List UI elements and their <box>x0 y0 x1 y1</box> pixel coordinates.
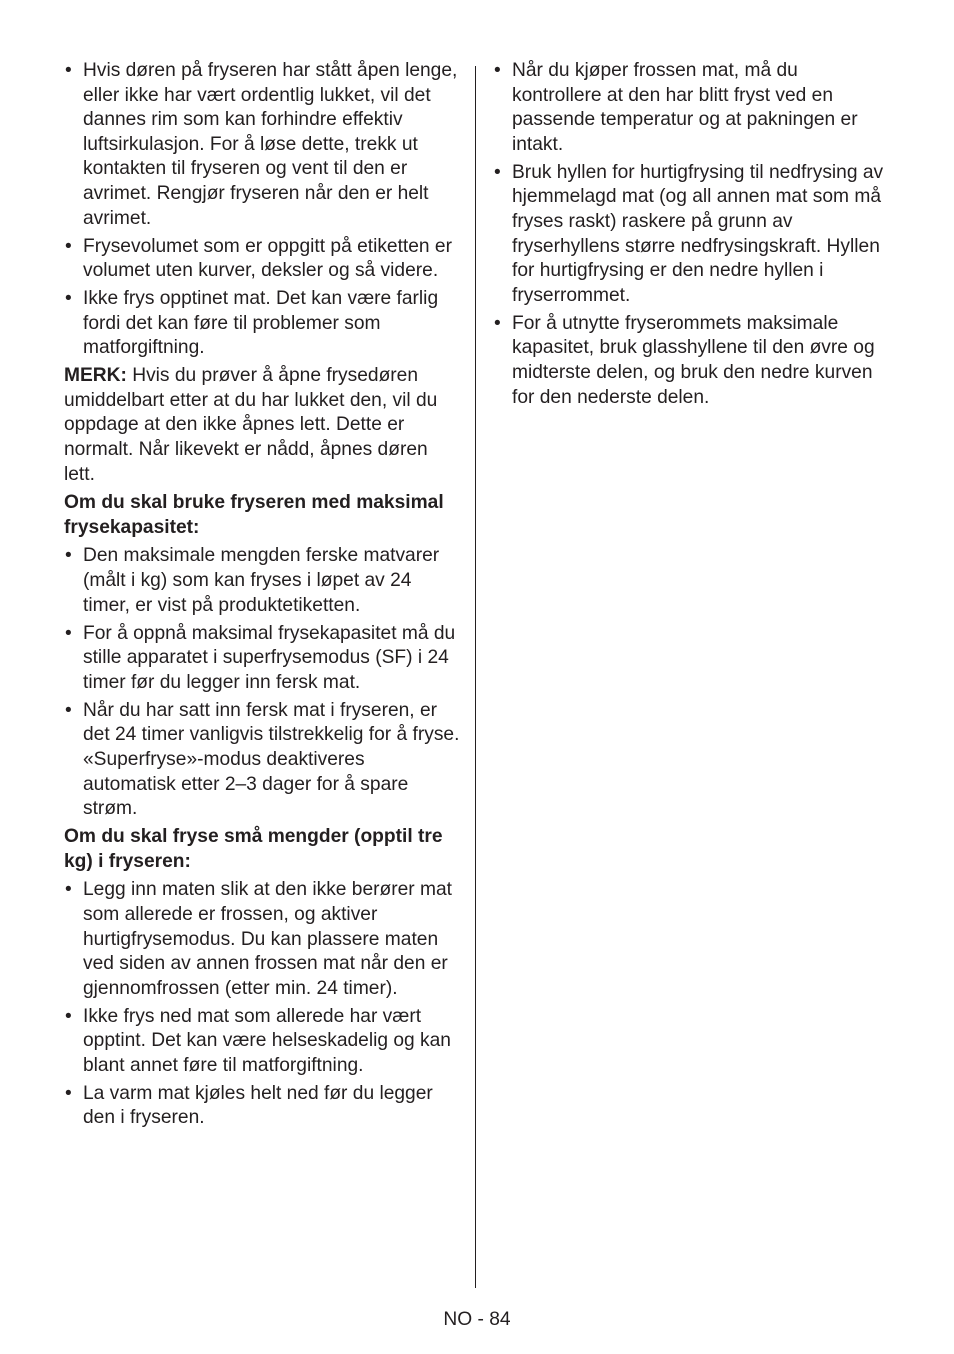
list-item: • For å utnytte fryserommets maksimale kapasitet, bruk glasshyllene til den øvre og midterste delen, og bruk den nedre kurven for den nederste delen. <box>493 312 889 410</box>
list-item: • Når du kjøper frossen mat, må du kontrollere at den har blitt fryst ved en passende temperatur og at pakningen er intakt. <box>493 59 889 157</box>
bullet-list-max-capacity <box>64 544 460 821</box>
list-item: • Ikke frys ned mat som allerede har vært opptint. Det kan være helseskadelig og kan blant annet føre til matforgiftning. <box>64 1005 460 1079</box>
note-label: MERK: <box>64 365 127 387</box>
bullet-list-freezer-tips <box>64 59 460 361</box>
section-heading-max-capacity: Om du skal bruke fryseren med maksimal frysekapasitet: <box>64 492 444 538</box>
note-paragraph <box>64 364 460 487</box>
note-text: Hvis du prøver å åpne frysedøren umiddelbart etter at du har lukket den, vil du oppdage at den ikke åpnes lett. Dette er normalt. Når likevekt er nådd, åpnes døren lett. <box>64 365 438 485</box>
bullet-list-small-amounts <box>64 878 460 1131</box>
list-item: • Ikke frys opptinet mat. Det kan være farlig fordi det kan føre til problemer som matforgiftning. <box>64 287 460 361</box>
left-column <box>64 59 460 1134</box>
list-item: • Frysevolumet som er oppgitt på etiketten er volumet uten kurver, deksler og så videre. <box>64 235 460 284</box>
list-item: • Bruk hyllen for hurtigfrysing til nedfrysing av hjemmelagd mat (og all annen mat som må fryses raskt) raskere på grunn av fryserhyllens større nedfrysingskraft. Hyllen for hurtigfrysing er den nedre hyllen i fryserrommet. <box>493 161 889 309</box>
column-divider <box>475 66 476 1288</box>
list-item: • Den maksimale mengden ferske matvarer (målt i kg) som kan fryses i løpet av 24 timer, er vist på produktetiketten. <box>64 544 460 618</box>
list-item: • Når du har satt inn fersk mat i fryseren, er det 24 timer vanligvis tilstrekkelig for å fryse. «Superfryse»-modus deaktiveres automatisk etter 2–3 dager for å spare strøm. <box>64 699 460 822</box>
page-number: NO - 84 <box>443 1309 511 1330</box>
right-column <box>493 59 889 413</box>
list-item: • La varm mat kjøles helt ned før du legger den i fryseren. <box>64 1082 460 1131</box>
section-heading-small-amounts: Om du skal fryse små mengder (opptil tre kg) i fryseren: <box>64 826 443 872</box>
list-item: • Legg inn maten slik at den ikke berører mat som allerede er frossen, og aktiver hurtigfrysemodus. Du kan plassere maten ved siden av annen frossen mat når den er gjennomfrossen (etter min. 24 timer). <box>64 878 460 1001</box>
list-item: • For å oppnå maksimal frysekapasitet må du stille apparatet i superfrysemodus (SF) i 24 timer før du legger inn fersk mat. <box>64 622 460 696</box>
bullet-list-frozen-food <box>493 59 889 410</box>
list-item: • Hvis døren på fryseren har stått åpen lenge, eller ikke har vært ordentlig lukket, vil det dannes rim som kan forhindre effektiv luftsirkulasjon. For å løse dette, trekk ut kontakten til fryseren og vent til den er avrimet. Rengjør fryseren når den er helt avrimet. <box>64 59 460 231</box>
